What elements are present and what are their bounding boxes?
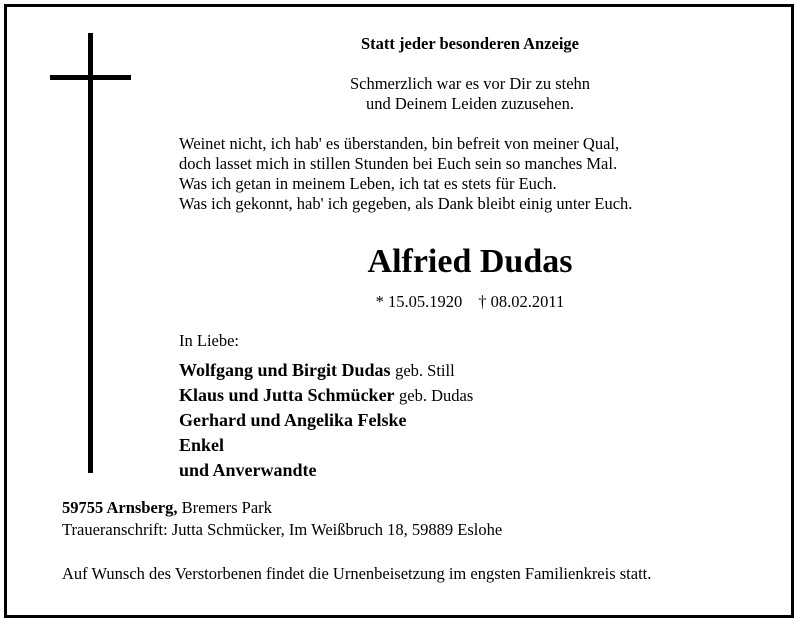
poem-line: doch lasset mich in stillen Stunden bei Euch sein so manches Mal.: [179, 154, 618, 173]
mourner-entry: [179, 458, 473, 483]
cross-icon-crossbar: [50, 75, 131, 80]
location-place: Bremers Park: [181, 498, 272, 517]
mourner-note: geb. Still: [395, 361, 455, 380]
mourners-list: [179, 358, 473, 483]
mourner-name: und Anverwandte: [179, 460, 317, 480]
address-block: [62, 497, 502, 541]
birth-date: * 15.05.1920: [375, 292, 463, 311]
mourner-entry: [179, 383, 473, 408]
life-dates: [170, 292, 770, 312]
deceased-name: Alfried Dudas: [367, 243, 573, 280]
in-love-label: In Liebe:: [179, 331, 240, 350]
mourning-address: Traueranschrift: Jutta Schmücker, Im Weißbruch 18, 59889 Eslohe: [62, 520, 503, 539]
couplet-line: und Deinem Leiden zuzusehen.: [365, 94, 574, 113]
mourner-name: Klaus und Jutta Schmücker: [179, 385, 395, 405]
poem-line: Was ich getan in meinem Leben, ich tat es stets für Euch.: [179, 174, 557, 193]
poem-line: Weinet nicht, ich hab' es überstanden, bin befreit von meiner Qual,: [179, 134, 620, 153]
mourner-entry: [179, 358, 473, 383]
opening-couplet: [170, 74, 770, 114]
mourner-name: Wolfgang und Birgit Dudas: [179, 360, 391, 380]
mourner-note: geb. Dudas: [399, 386, 474, 405]
mourner-entry: [179, 433, 473, 458]
cross-icon: [88, 33, 93, 473]
mourner-entry: [179, 408, 473, 433]
mourner-name: Gerhard und Angelika Felske: [179, 410, 407, 430]
mourner-name: Enkel: [179, 435, 225, 455]
death-date: † 08.02.2011: [478, 292, 565, 311]
poem: [179, 134, 632, 214]
couplet-line: Schmerzlich war es vor Dir zu stehn: [349, 74, 591, 93]
closing-note: Auf Wunsch des Verstorbenen findet die Urnenbeisetzung im engsten Familienkreis statt.: [62, 564, 652, 583]
location-city: 59755 Arnsberg,: [62, 498, 178, 517]
location-line: [62, 497, 502, 519]
poem-line: Was ich gekonnt, hab' ich gegeben, als Dank bleibt einig unter Euch.: [179, 194, 633, 213]
notice-heading: Statt jeder besonderen Anzeige: [361, 34, 579, 53]
